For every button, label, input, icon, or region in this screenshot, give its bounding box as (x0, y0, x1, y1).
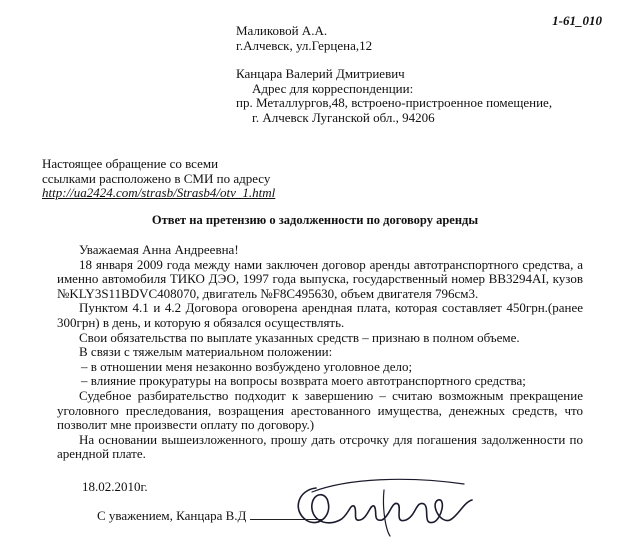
list-item-prosecutor: – влияние прокуратуры на вопросы возврата моего автотранспортного средства; (81, 373, 526, 389)
recipient-address: г.Алчевск, ул.Герцена,12 (236, 37, 373, 53)
salutation: Уважаемая Анна Андреевна! (79, 242, 239, 257)
notice-link[interactable]: http://ua2424.com/strasb/Strasb4/otv_1.html (42, 185, 276, 201)
paragraph-court: Судебное разбирательство подходит к завершению – считаю возможным прекращение уголовного преследования, возращения арестованного имущества, денежных средств, что позволит мне произвести оплату по договору.) (57, 387, 583, 433)
letter-date: 18.02.2010г. (82, 479, 148, 494)
letter-body (57, 243, 583, 462)
sender-name: Канцара Валерий Дмитриевич (236, 66, 405, 81)
letter-heading: Ответ на претензию о задолженности по договору аренды (151, 213, 479, 227)
recipient-block (236, 24, 372, 53)
correspondence-label: Адрес для корреспонденции: (252, 80, 414, 96)
closing-text: С уважением, Канцара В.Д (97, 508, 247, 523)
paragraph-request: На основании вышеизложенного, прошу дать отсрочку для погашения задолженности по арендной плате. (57, 431, 583, 462)
paragraph-circumstances: В связи с тяжелым материальном положении: (79, 344, 333, 360)
media-notice (42, 157, 275, 201)
sender-block (236, 67, 552, 125)
notice-line1: Настоящее обращение со всеми (42, 156, 219, 171)
recipient-name: Маликовой А.А. (236, 23, 328, 38)
notice-line2: ссылками расположено в СМИ по адресу (42, 170, 271, 186)
paragraph-contract: 18 января 2009 года между нами заключен договор аренды автотранспортного средства, а именно автомобиля ТИКО ДЭО, 1997 года выпуска, государственный номер ВВ3294АІ, кузов №KLY3S11BDVC408070, двигатель №F8C495630, объем двигателя 796см3. (57, 256, 583, 301)
paragraph-obligations: Свои обязательства по выплате указанных средств – признаю в полном объеме. (79, 329, 520, 345)
handwritten-signature (288, 470, 478, 540)
sender-address-line1: пр. Металлургов,48, встроено-пристроенное помещение, (236, 95, 553, 111)
paragraph-rent: Пунктом 4.1 и 4.2 Договора оговорена арендная плата, которая составляет 450грн.(ранее 300грн) в день, и которую я обязался осуществлять. (57, 300, 583, 330)
sender-address-line2: г. Алчевск Луганской обл., 94206 (252, 109, 435, 125)
list-item-criminal-case: – в отношении меня незаконно возбуждено уголовное дело; (81, 358, 413, 374)
document-code: 1-61_010 (552, 13, 602, 28)
